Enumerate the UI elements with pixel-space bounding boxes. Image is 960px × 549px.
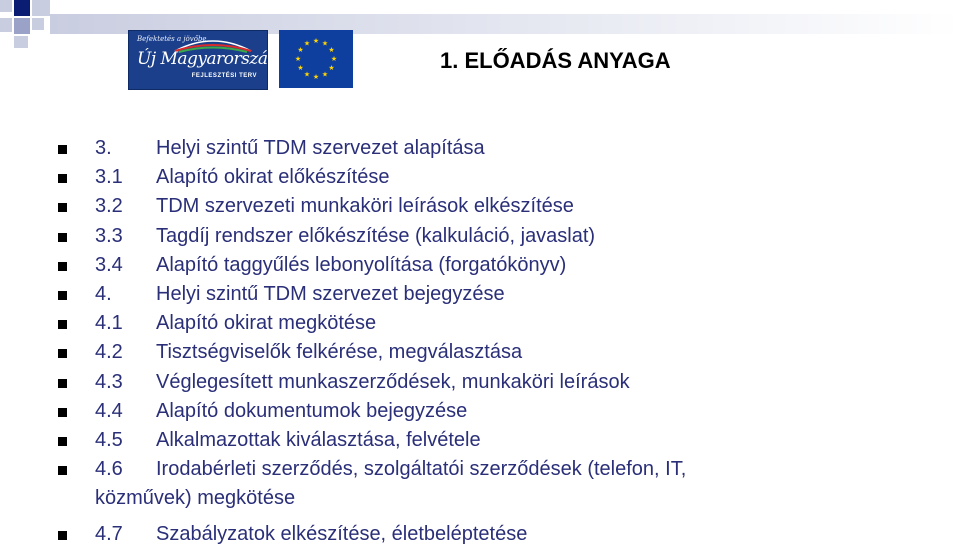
item-number: 4.6 [95,458,123,481]
svg-text:★: ★ [312,37,320,45]
item-text-continuation: közművek) megkötése [95,487,296,510]
list-item [58,426,938,455]
bullet-icon [58,466,67,475]
bullet-icon [58,531,67,540]
page-title [440,48,671,74]
item-number: 4.4 [95,399,123,422]
list-item [58,338,938,367]
item-text: Helyi szintű TDM szervezet bejegyzése [156,283,505,306]
bullet-icon [58,262,67,271]
list-item [58,309,938,338]
item-number: 4. [95,283,112,306]
decor-square [14,18,30,34]
item-number: 4.3 [95,370,123,393]
list-item [58,163,938,192]
item-text: Irodabérleti szerződés, szolgáltatói szerződések (telefon, IT, [156,458,687,481]
item-number: 4.1 [95,312,123,335]
svg-text:★: ★ [328,46,335,54]
list-item [58,455,938,513]
item-text: Alapító dokumentumok bejegyzése [156,399,468,422]
item-text: Alapító okirat előkészítése [156,166,390,189]
decor-square [0,0,12,12]
item-text: Szabályzatok elkészítése, életbeléptetése [156,522,528,545]
decor-square [32,18,44,30]
svg-text:★: ★ [303,39,311,48]
item-text: Tagdíj rendszer előkészítése (kalkuláció, javaslat) [156,224,596,247]
list-item [58,520,938,549]
item-text: Véglegesített munkaszerződések, munkaköri leírások [156,370,630,393]
bullet-icon [58,320,67,329]
bullet-icon [58,233,67,242]
bullet-icon [58,349,67,358]
svg-text:★: ★ [312,73,320,81]
decor-square [14,36,28,48]
svg-text:★: ★ [297,64,304,72]
bullet-icon [58,379,67,388]
bullet-icon [58,203,67,212]
item-text: Alapító taggyűlés lebonyolítása (forgatókönyv) [156,253,567,276]
decor-square [0,18,12,32]
bullet-icon [58,145,67,154]
list-item [58,134,938,163]
item-number: 3.2 [95,195,123,218]
svg-text:★: ★ [321,70,329,79]
item-number: 4.5 [95,429,123,452]
item-number: 3. [95,137,112,159]
bullet-icon [58,437,67,446]
svg-text:★: ★ [321,39,329,48]
eu-flag-icon [279,30,353,88]
agenda-list [58,134,938,549]
item-number: 3.1 [95,166,123,189]
decor-square [32,0,50,16]
item-text: Alapító okirat megkötése [156,312,377,335]
item-number: 4.7 [95,522,123,545]
item-number: 4.2 [95,341,123,364]
svg-text:★: ★ [330,55,338,63]
item-number: 3.4 [95,253,123,276]
list-item [58,397,938,426]
item-number: 3.3 [95,224,123,247]
logo-tagline: Befektetés a jövőbe [137,35,207,43]
decor-square [14,0,30,16]
logo-subtitle: FEJLESZTÉSI TERV [191,73,257,79]
logo-name: Új Magyarország [137,49,278,69]
list-item [58,251,938,280]
list-item [58,222,938,251]
item-text: TDM szervezeti munkaköri leírások elkészítése [156,195,574,218]
bullet-icon [58,174,67,183]
list-item [58,192,938,221]
item-text: Helyi szintű TDM szervezet alapítása [156,137,485,159]
list-item [58,368,938,397]
page-title-text: 1. ELŐADÁS ANYAGA [440,48,671,73]
list-item [58,280,938,309]
svg-text:★: ★ [328,64,335,72]
item-text: Alkalmazottak kiválasztása, felvétele [156,429,481,452]
svg-text:★: ★ [303,70,311,79]
bullet-icon [58,408,67,417]
uj-magyarorszag-logo [128,30,278,90]
item-text: Tisztségviselők felkérése, megválasztása [156,341,523,364]
svg-text:★: ★ [297,46,304,54]
svg-text:★: ★ [294,55,302,63]
bullet-icon [58,291,67,300]
